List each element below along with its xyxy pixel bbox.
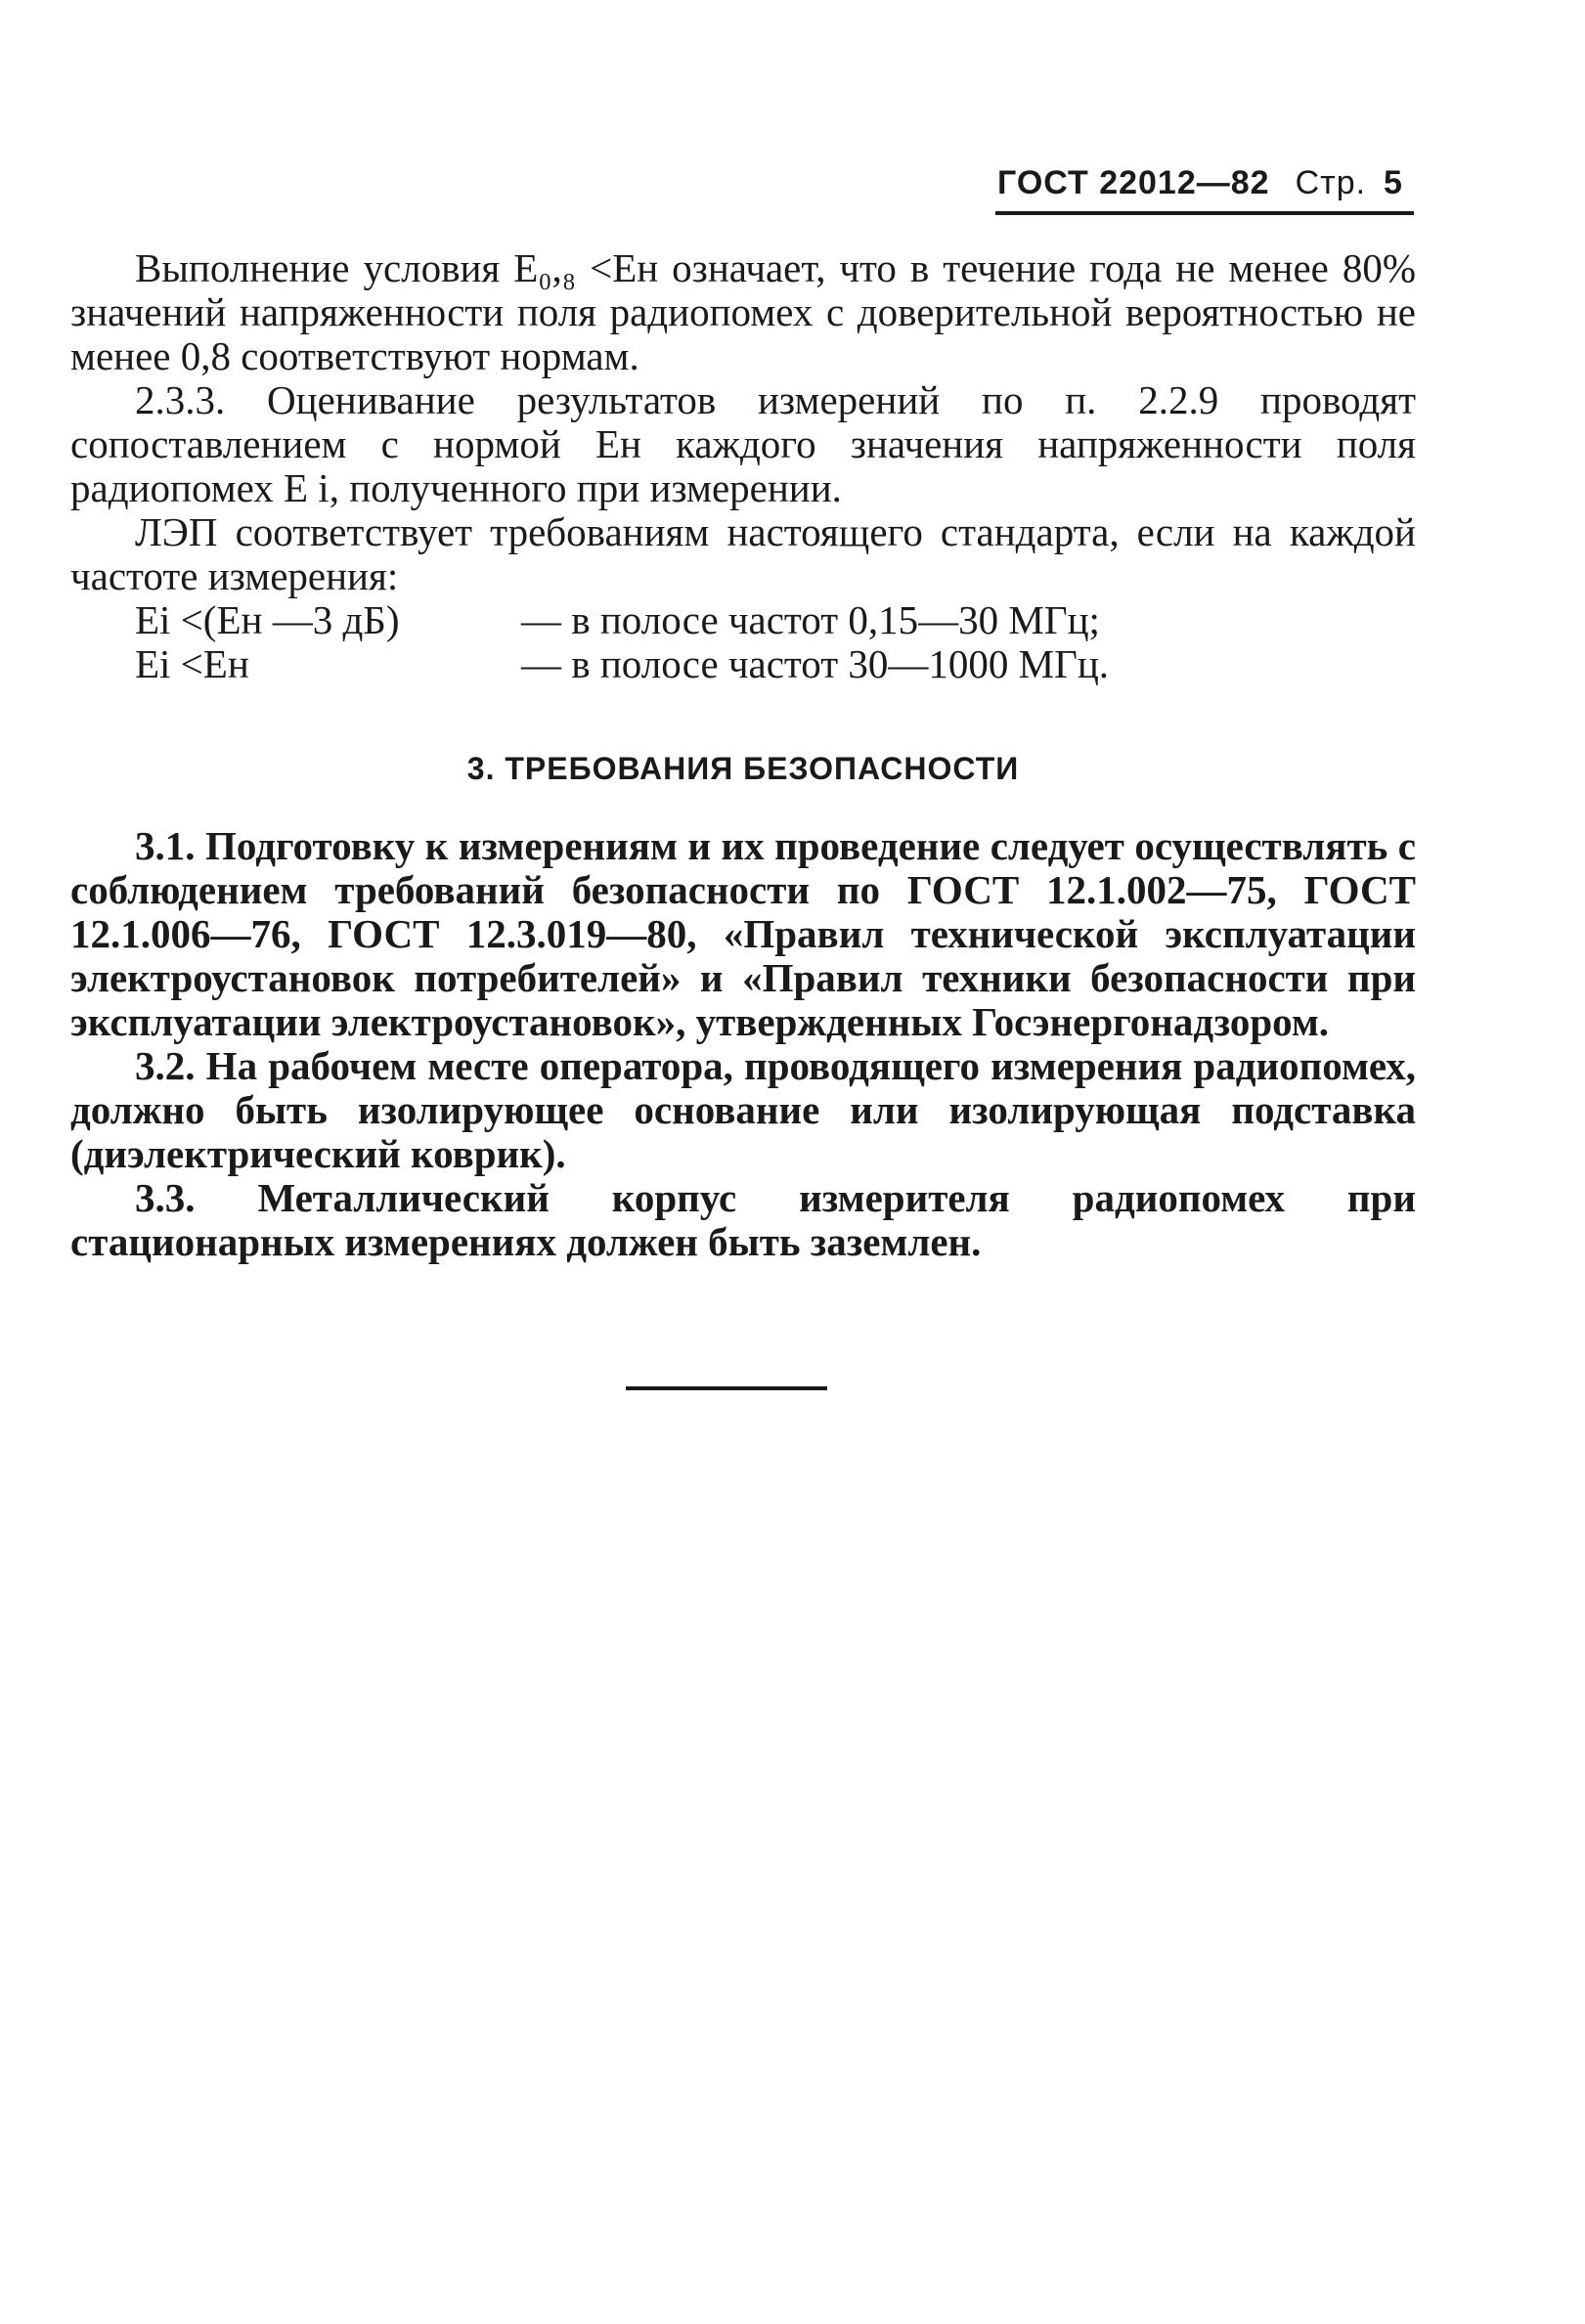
formula-row — [70, 642, 1416, 686]
paragraph-condition: Выполнение условия E₀,₈ <Eн означает, что в течение года не менее 80% значений напряженности поля радиопомех с доверительной вероятностью не менее 0,8 соответствуют нормам. — [70, 245, 1416, 378]
page-header — [997, 164, 1403, 202]
page-label: Стр. — [1295, 164, 1367, 201]
formula-lhs: Ei <(Eн —3 дБ) — [135, 597, 400, 642]
section-title: 3. ТРЕБОВАНИЯ БЕЗОПАСНОСТИ — [466, 751, 1020, 786]
formula-rhs: — в полосе частот 0,15—30 МГц; — [521, 597, 1100, 642]
paragraph-3-2: 3.2. На рабочем месте оператора, проводящего измерения радиопомех, должно быть изолирующее основание или изолирующая подставка (диэлектрический коврик). — [70, 1043, 1416, 1176]
end-rule — [626, 1386, 827, 1390]
header-rule — [995, 211, 1414, 215]
formula-rhs: — в полосе частот 30—1000 МГц. — [521, 641, 1110, 686]
paragraph-lep-compliance: ЛЭП соответствует требованиям настоящего стандарта, если на каждой частоте измерения: — [70, 509, 1416, 598]
standard-number: ГОСТ 22012—82 — [997, 164, 1270, 201]
formula-lhs: Ei <Eн — [135, 641, 249, 686]
paragraph-3-3: 3.3. Металлический корпус измерителя радиопомех при стационарных измерениях должен быть заземлен. — [70, 1175, 1416, 1264]
paragraph-2-3-3: 2.3.3. Оценивание результатов измерений по п. 2.2.9 проводят сопоставлением с нормой Eн каждого значения напряженности поля радиопомех E i, полученного при измерении. — [70, 377, 1416, 510]
body-text — [70, 246, 1416, 1264]
page-number: 5 — [1384, 164, 1403, 201]
formula-row — [70, 598, 1416, 642]
paragraph-3-1: 3.1. Подготовку к измерениям и их проведение следует осуществлять с соблюдением требований безопасности по ГОСТ 12.1.002—75, ГОСТ 12.1.006—76, ГОСТ 12.3.019—80, «Правил технической эксплуатации электроустановок потребителей» и «Правил техники безопасности при эксплуатации электроустановок», утвержденных Госэнергонадзором. — [70, 823, 1416, 1044]
